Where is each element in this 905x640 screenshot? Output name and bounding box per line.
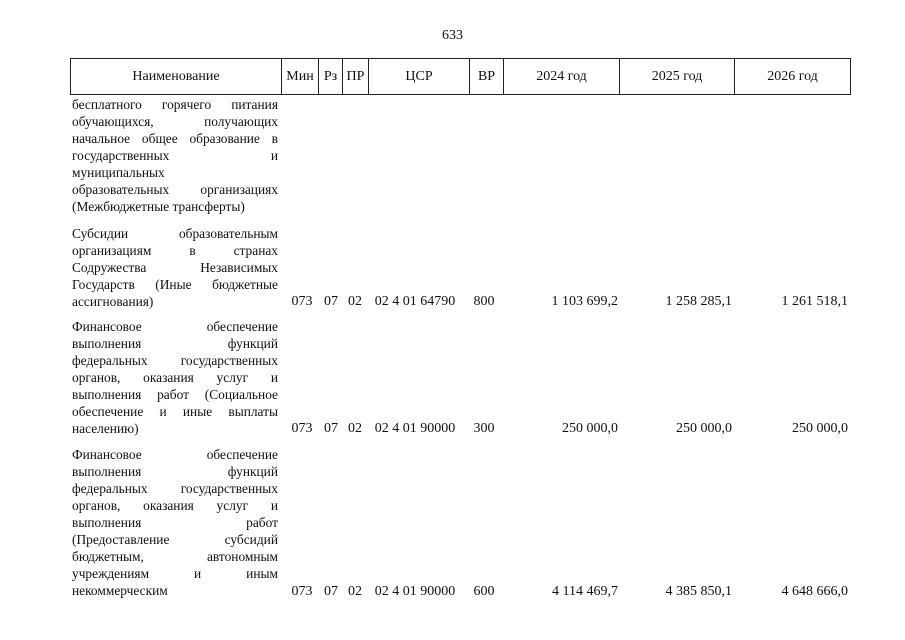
row-name-line: федеральных государственных [72,353,278,368]
row-name-line: выполнения функций [72,464,278,479]
row-name-line: Содружества Независимых [72,260,278,275]
cell-pr: 02 [348,421,362,436]
header-name: Наименование [71,59,282,94]
cell-pr: 02 [348,584,362,599]
row-name-line: ассигнования) [72,294,154,309]
cell-min: 073 [291,421,313,436]
row-name [72,96,278,215]
row-name-line: выполнения работ [72,515,278,530]
cell-2026: 4 648 666,0 [781,584,848,599]
row-name-line: (Предоставление субсидий [72,532,278,547]
cell-min: 073 [291,584,313,599]
header-vr: ВР [470,59,504,94]
row-name [72,225,278,310]
row-name-line: организациям в странах [72,243,278,258]
cell-csr: 02 4 01 90000 [374,584,456,599]
cell-rz: 07 [324,294,338,309]
cell-2024: 1 103 699,2 [551,294,618,309]
row-name-line: выполнения работ (Социальное [72,387,278,402]
row-name [72,318,278,437]
cell-csr: 02 4 01 90000 [374,421,456,436]
row-name-line: некоммерческим [72,583,168,598]
row-name-line: государственных и [72,148,278,163]
row-name-line: выполнения функций [72,336,278,351]
cell-pr: 02 [348,294,362,309]
cell-vr: 300 [473,421,495,436]
row-name-line: (Межбюджетные трансферты) [72,199,245,214]
header-2024: 2024 год [504,59,620,94]
row-name [72,446,278,599]
header-pr: ПР [343,59,369,94]
header-rz: Рз [319,59,343,94]
cell-vr: 800 [473,294,495,309]
row-name-line: образовательных организациях [72,182,278,197]
row-name-line: органов, оказания услуг и [72,498,278,513]
row-name-line: Финансовое обеспечение [72,447,278,462]
row-name-line: Государств (Иные бюджетные [72,277,278,292]
cell-2025: 1 258 285,1 [665,294,732,309]
row-name-line: Субсидии образовательным [72,226,278,241]
cell-vr: 600 [473,584,495,599]
row-name-line: населению) [72,421,139,436]
row-name-line: Финансовое обеспечение [72,319,278,334]
row-name-line: федеральных государственных [72,481,278,496]
header-2026: 2026 год [767,68,818,84]
header-min: Мин [282,59,319,94]
header-csr: ЦСР [369,59,470,94]
row-name-line: бесплатного горячего питания [72,97,278,112]
cell-min: 073 [291,294,313,309]
page-number: 633 [442,28,463,43]
row-name-line: обучающихся, получающих [72,114,278,129]
cell-2026: 250 000,0 [792,421,848,436]
cell-2025: 250 000,0 [676,421,732,436]
row-name-line: начальное общее образование в [72,131,278,146]
row-name-line: учреждениям и иным [72,566,278,581]
cell-rz: 07 [324,584,338,599]
cell-2024: 250 000,0 [562,421,618,436]
cell-2025: 4 385 850,1 [665,584,732,599]
header-2025: 2025 год [620,59,735,94]
cell-2026: 1 261 518,1 [781,294,848,309]
row-name-line: органов, оказания услуг и [72,370,278,385]
row-name-line: муниципальных [72,165,165,180]
cell-rz: 07 [324,421,338,436]
row-name-line: обеспечение и иные выплаты [72,404,278,419]
row-name-line: бюджетным, автономным [72,549,278,564]
table-header [70,58,851,95]
cell-2024: 4 114 469,7 [552,584,618,599]
cell-csr: 02 4 01 64790 [374,294,456,309]
